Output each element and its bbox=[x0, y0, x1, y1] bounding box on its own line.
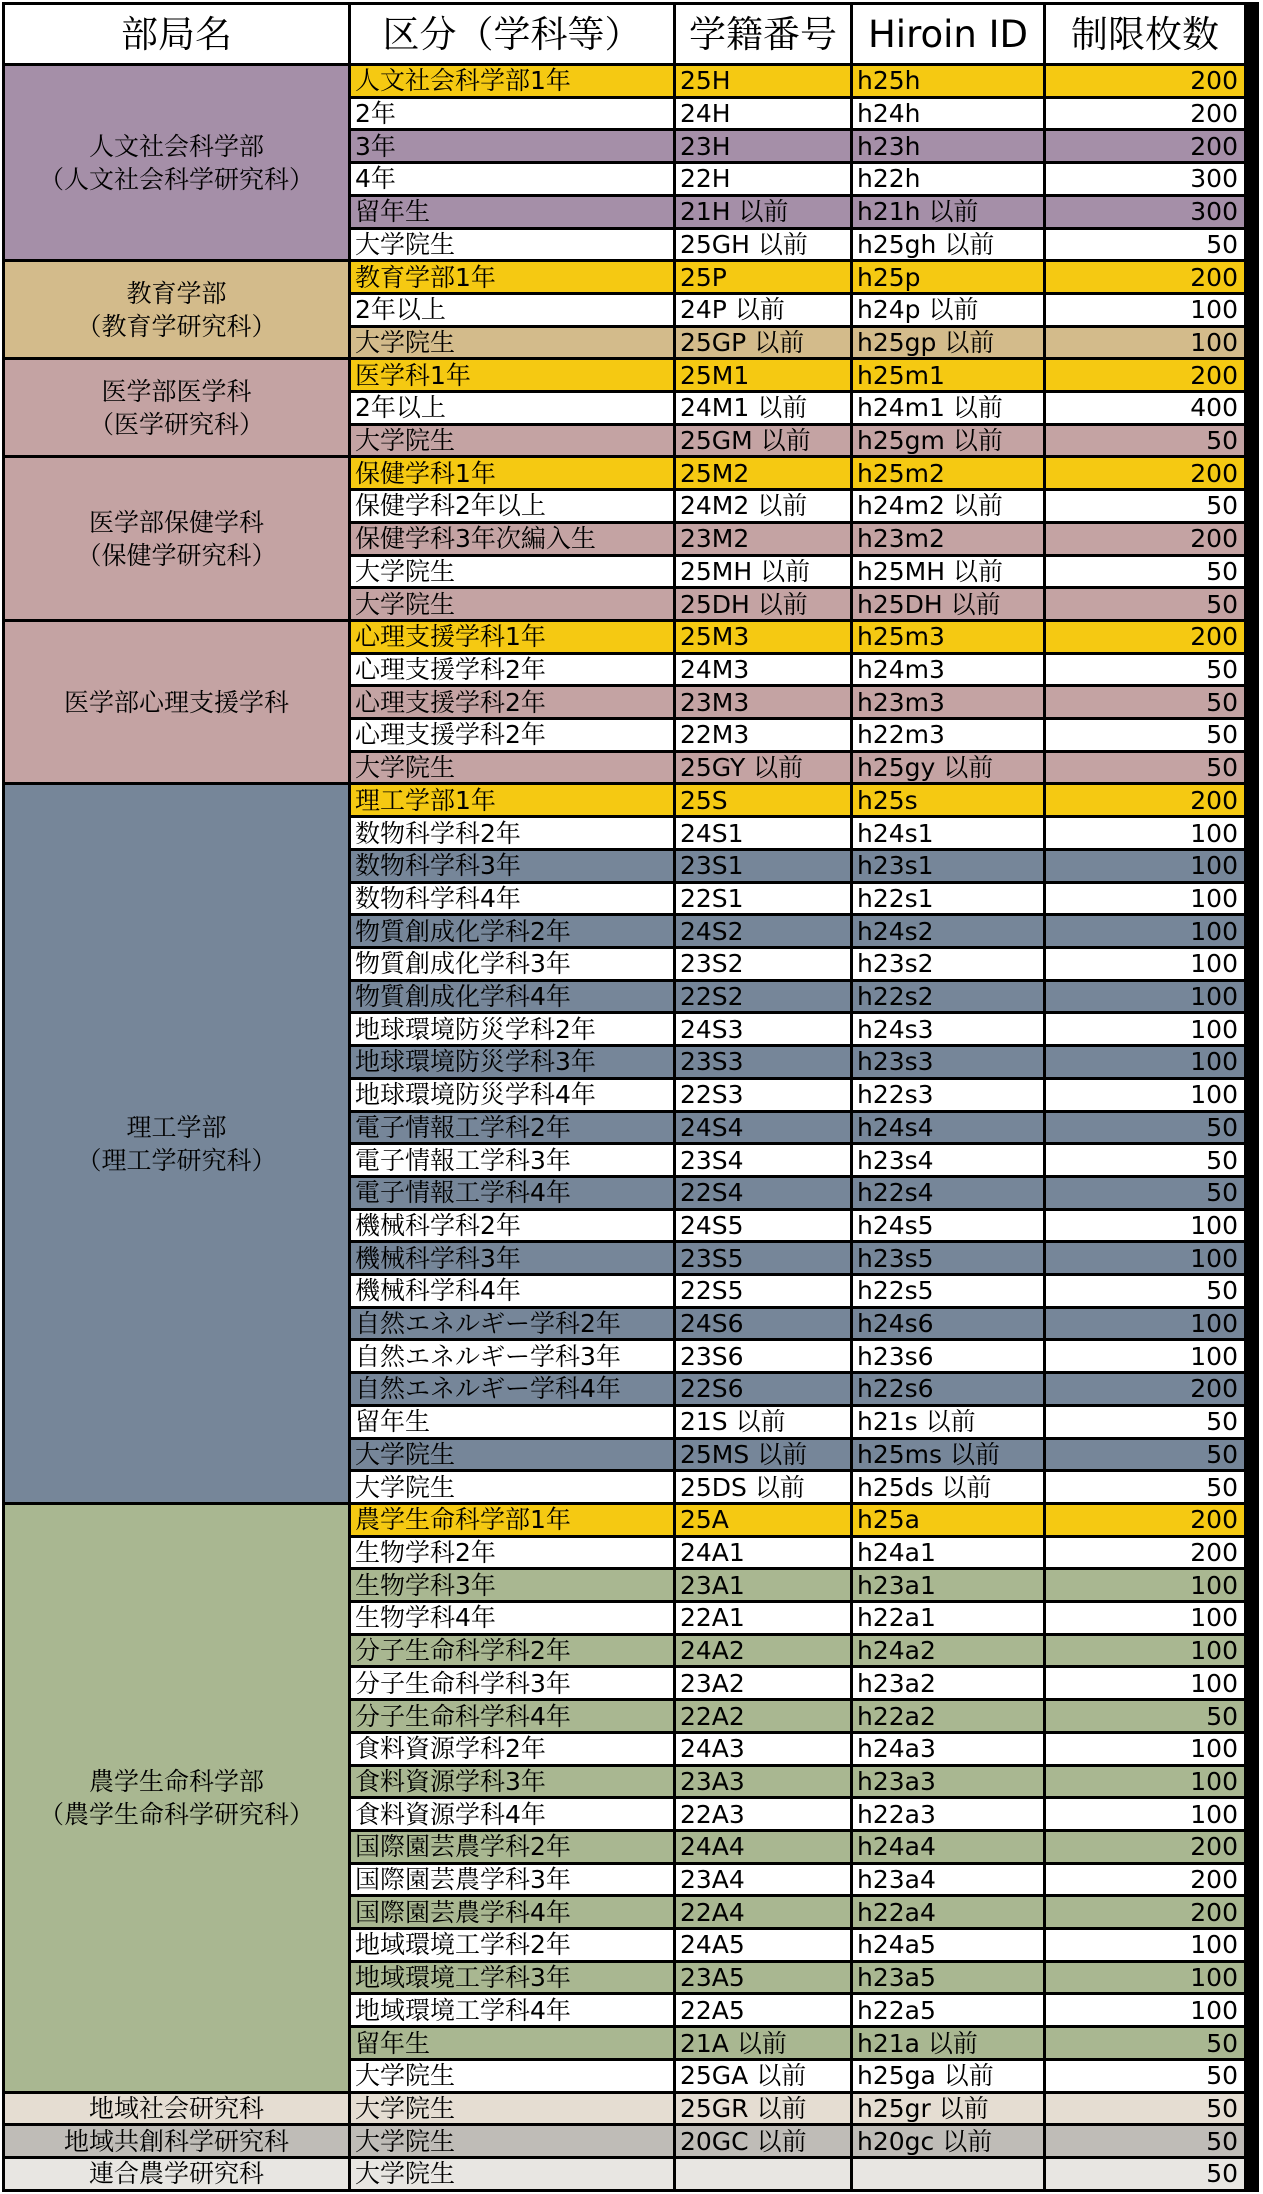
limit-cell: 200 bbox=[1046, 1374, 1244, 1404]
student-id-cell: 24P 以前 bbox=[676, 295, 850, 325]
limit-cell: 50 bbox=[1046, 753, 1244, 783]
category-cell: 大学院生 bbox=[351, 2126, 673, 2156]
hiroin-id-cell: h24s6 bbox=[853, 1309, 1043, 1339]
student-id-cell: 24S1 bbox=[676, 818, 850, 848]
hiroin-id-cell: h22s4 bbox=[853, 1178, 1043, 1208]
hiroin-id-cell: h24a3 bbox=[853, 1734, 1043, 1764]
student-id-cell: 23S1 bbox=[676, 851, 850, 881]
student-id-cell: 24M3 bbox=[676, 655, 850, 685]
student-id-cell: 25GM 以前 bbox=[676, 426, 850, 456]
category-cell: 保健学科2年以上 bbox=[351, 491, 673, 521]
student-id-cell: 20GC 以前 bbox=[676, 2126, 850, 2156]
student-id-cell: 21H 以前 bbox=[676, 197, 850, 227]
limit-cell: 50 bbox=[1046, 1701, 1244, 1731]
hiroin-id-cell: h23a5 bbox=[853, 1963, 1043, 1993]
student-id-cell: 22S6 bbox=[676, 1374, 850, 1404]
student-id-cell: 25GA 以前 bbox=[676, 2061, 850, 2091]
hiroin-id-cell: h25m2 bbox=[853, 458, 1043, 488]
hiroin-id-cell: h25gm 以前 bbox=[853, 426, 1043, 456]
quota-table bbox=[2, 2, 1259, 2192]
hiroin-id-cell: h23m3 bbox=[853, 687, 1043, 717]
category-cell: 心理支援学科2年 bbox=[351, 720, 673, 750]
category-cell: 大学院生 bbox=[351, 1472, 673, 1502]
student-id-cell: 24A2 bbox=[676, 1636, 850, 1666]
limit-cell: 100 bbox=[1046, 1636, 1244, 1666]
hiroin-id-cell: h24a5 bbox=[853, 1930, 1043, 1960]
hiroin-id-cell: h23a1 bbox=[853, 1570, 1043, 1600]
limit-cell: 200 bbox=[1046, 131, 1244, 161]
limit-cell: 50 bbox=[1046, 2028, 1244, 2058]
student-id-cell: 23A5 bbox=[676, 1963, 850, 1993]
category-cell: 留年生 bbox=[351, 2028, 673, 2058]
hiroin-id-cell: h22s6 bbox=[853, 1374, 1043, 1404]
category-cell: 大学院生 bbox=[351, 2159, 673, 2189]
limit-cell: 100 bbox=[1046, 1734, 1244, 1764]
student-id-cell: 22A1 bbox=[676, 1603, 850, 1633]
limit-cell: 50 bbox=[1046, 1440, 1244, 1470]
category-cell: 大学院生 bbox=[351, 557, 673, 587]
header-student-id: 学籍番号 bbox=[676, 5, 850, 63]
category-cell: 国際園芸農学科2年 bbox=[351, 1832, 673, 1862]
student-id-cell: 22S2 bbox=[676, 982, 850, 1012]
hiroin-id-cell: h20gc 以前 bbox=[853, 2126, 1043, 2156]
limit-cell: 200 bbox=[1046, 458, 1244, 488]
limit-cell: 300 bbox=[1046, 197, 1244, 227]
student-id-cell: 25GP 以前 bbox=[676, 328, 850, 358]
student-id-cell: 25GR 以前 bbox=[676, 2094, 850, 2124]
hiroin-id-cell: h21s 以前 bbox=[853, 1407, 1043, 1437]
hiroin-id-cell: h23s5 bbox=[853, 1243, 1043, 1273]
student-id-cell: 25MH 以前 bbox=[676, 557, 850, 587]
limit-cell: 100 bbox=[1046, 1080, 1244, 1110]
dept-name: 教育学部 （教育学研究科） bbox=[5, 262, 348, 357]
student-id-cell: 25MS 以前 bbox=[676, 1440, 850, 1470]
limit-cell: 100 bbox=[1046, 1211, 1244, 1241]
limit-cell: 50 bbox=[1046, 1178, 1244, 1208]
student-id-cell: 24M1 以前 bbox=[676, 393, 850, 423]
category-cell: 自然エネルギー学科2年 bbox=[351, 1309, 673, 1339]
hiroin-id-cell: h24s2 bbox=[853, 916, 1043, 946]
hiroin-id-cell: h25ga 以前 bbox=[853, 2061, 1043, 2091]
student-id-cell: 24S3 bbox=[676, 1014, 850, 1044]
category-cell: 理工学部1年 bbox=[351, 785, 673, 815]
hiroin-id-cell: h23m2 bbox=[853, 524, 1043, 554]
limit-cell: 100 bbox=[1046, 818, 1244, 848]
student-id-cell: 24A5 bbox=[676, 1930, 850, 1960]
category-cell: 大学院生 bbox=[351, 589, 673, 619]
hiroin-id-cell: h23a2 bbox=[853, 1668, 1043, 1698]
student-id-cell: 23S6 bbox=[676, 1341, 850, 1371]
hiroin-id-cell: h25p bbox=[853, 262, 1043, 292]
header-category: 区分（学科等） bbox=[351, 5, 673, 63]
limit-cell: 200 bbox=[1046, 66, 1244, 96]
category-cell: 心理支援学科1年 bbox=[351, 622, 673, 652]
category-cell: 自然エネルギー学科4年 bbox=[351, 1374, 673, 1404]
student-id-cell: 25GY 以前 bbox=[676, 753, 850, 783]
limit-cell: 100 bbox=[1046, 1341, 1244, 1371]
dept-name: 人文社会科学部 （人文社会科学研究科） bbox=[5, 66, 348, 259]
student-id-cell bbox=[676, 2159, 850, 2189]
student-id-cell: 23A3 bbox=[676, 1767, 850, 1797]
student-id-cell: 25DH 以前 bbox=[676, 589, 850, 619]
category-cell: 農学生命科学部1年 bbox=[351, 1505, 673, 1535]
category-cell: 教育学部1年 bbox=[351, 262, 673, 292]
limit-cell: 100 bbox=[1046, 1995, 1244, 2025]
limit-cell: 100 bbox=[1046, 1603, 1244, 1633]
limit-cell: 200 bbox=[1046, 622, 1244, 652]
student-id-cell: 25M1 bbox=[676, 360, 850, 390]
limit-cell: 50 bbox=[1046, 230, 1244, 260]
dept-name: 医学部心理支援学科 bbox=[5, 622, 348, 783]
hiroin-id-cell: h22s3 bbox=[853, 1080, 1043, 1110]
category-cell: 食料資源学科3年 bbox=[351, 1767, 673, 1797]
limit-cell: 50 bbox=[1046, 2126, 1244, 2156]
limit-cell: 50 bbox=[1046, 1407, 1244, 1437]
hiroin-id-cell: h24a2 bbox=[853, 1636, 1043, 1666]
limit-cell: 100 bbox=[1046, 982, 1244, 1012]
limit-cell: 300 bbox=[1046, 164, 1244, 194]
dept-name: 地域社会研究科 bbox=[5, 2094, 348, 2124]
limit-cell: 50 bbox=[1046, 491, 1244, 521]
category-cell: 大学院生 bbox=[351, 426, 673, 456]
category-cell: 保健学科3年次編入生 bbox=[351, 524, 673, 554]
hiroin-id-cell: h23a4 bbox=[853, 1865, 1043, 1895]
category-cell: 2年以上 bbox=[351, 295, 673, 325]
header-hiroin-id: Hiroin ID bbox=[853, 5, 1043, 63]
hiroin-id-cell: h24p 以前 bbox=[853, 295, 1043, 325]
limit-cell: 100 bbox=[1046, 1047, 1244, 1077]
limit-cell: 200 bbox=[1046, 1832, 1244, 1862]
limit-cell: 200 bbox=[1046, 262, 1244, 292]
category-cell: 4年 bbox=[351, 164, 673, 194]
hiroin-id-cell: h25gr 以前 bbox=[853, 2094, 1043, 2124]
limit-cell: 200 bbox=[1046, 1538, 1244, 1568]
category-cell: 大学院生 bbox=[351, 328, 673, 358]
limit-cell: 100 bbox=[1046, 1767, 1244, 1797]
student-id-cell: 23S4 bbox=[676, 1145, 850, 1175]
limit-cell: 50 bbox=[1046, 2159, 1244, 2189]
limit-cell: 100 bbox=[1046, 851, 1244, 881]
limit-cell: 100 bbox=[1046, 916, 1244, 946]
category-cell: 分子生命科学科4年 bbox=[351, 1701, 673, 1731]
category-cell: 医学科1年 bbox=[351, 360, 673, 390]
category-cell: 電子情報工学科3年 bbox=[351, 1145, 673, 1175]
student-id-cell: 24S5 bbox=[676, 1211, 850, 1241]
student-id-cell: 23A1 bbox=[676, 1570, 850, 1600]
category-cell: 心理支援学科2年 bbox=[351, 687, 673, 717]
category-cell: 分子生命科学科2年 bbox=[351, 1636, 673, 1666]
dept-name: 医学部医学科 （医学研究科） bbox=[5, 360, 348, 455]
category-cell: 物質創成化学科2年 bbox=[351, 916, 673, 946]
hiroin-id-cell: h24s1 bbox=[853, 818, 1043, 848]
student-id-cell: 23S5 bbox=[676, 1243, 850, 1273]
category-cell: 機械科学科4年 bbox=[351, 1276, 673, 1306]
hiroin-id-cell: h24h bbox=[853, 99, 1043, 129]
student-id-cell: 24S2 bbox=[676, 916, 850, 946]
hiroin-id-cell: h21a 以前 bbox=[853, 2028, 1043, 2058]
category-cell: 地球環境防災学科2年 bbox=[351, 1014, 673, 1044]
hiroin-id-cell: h21h 以前 bbox=[853, 197, 1043, 227]
header-limit: 制限枚数 bbox=[1046, 5, 1244, 63]
category-cell: 自然エネルギー学科3年 bbox=[351, 1341, 673, 1371]
limit-cell: 200 bbox=[1046, 99, 1244, 129]
category-cell: 大学院生 bbox=[351, 230, 673, 260]
category-cell: 数物科学科3年 bbox=[351, 851, 673, 881]
hiroin-id-cell: h22s2 bbox=[853, 982, 1043, 1012]
category-cell: 電子情報工学科4年 bbox=[351, 1178, 673, 1208]
category-cell: 留年生 bbox=[351, 197, 673, 227]
limit-cell: 50 bbox=[1046, 1276, 1244, 1306]
student-id-cell: 22A2 bbox=[676, 1701, 850, 1731]
category-cell: 地域環境工学科2年 bbox=[351, 1930, 673, 1960]
hiroin-id-cell: h24s3 bbox=[853, 1014, 1043, 1044]
limit-cell: 100 bbox=[1046, 1014, 1244, 1044]
limit-cell: 50 bbox=[1046, 2094, 1244, 2124]
limit-cell: 100 bbox=[1046, 1930, 1244, 1960]
limit-cell: 100 bbox=[1046, 1799, 1244, 1829]
limit-cell: 100 bbox=[1046, 1963, 1244, 1993]
limit-cell: 50 bbox=[1046, 655, 1244, 685]
hiroin-id-cell: h22s1 bbox=[853, 884, 1043, 914]
hiroin-id-cell: h22h bbox=[853, 164, 1043, 194]
hiroin-id-cell: h22a2 bbox=[853, 1701, 1043, 1731]
category-cell: 2年以上 bbox=[351, 393, 673, 423]
dept-name: 連合農学研究科 bbox=[5, 2159, 348, 2189]
student-id-cell: 22M3 bbox=[676, 720, 850, 750]
hiroin-id-cell: h23s6 bbox=[853, 1341, 1043, 1371]
category-cell: 地球環境防災学科4年 bbox=[351, 1080, 673, 1110]
category-cell: 地域環境工学科4年 bbox=[351, 1995, 673, 2025]
student-id-cell: 22A5 bbox=[676, 1995, 850, 2025]
limit-cell: 100 bbox=[1046, 1309, 1244, 1339]
category-cell: 心理支援学科2年 bbox=[351, 655, 673, 685]
hiroin-id-cell: h22a5 bbox=[853, 1995, 1043, 2025]
hiroin-id-cell: h23a3 bbox=[853, 1767, 1043, 1797]
limit-cell: 50 bbox=[1046, 1113, 1244, 1143]
category-cell: 数物科学科2年 bbox=[351, 818, 673, 848]
hiroin-id-cell: h24a4 bbox=[853, 1832, 1043, 1862]
category-cell: 地球環境防災学科3年 bbox=[351, 1047, 673, 1077]
hiroin-id-cell: h25DH 以前 bbox=[853, 589, 1043, 619]
category-cell: 大学院生 bbox=[351, 2061, 673, 2091]
hiroin-id-cell: h23s2 bbox=[853, 949, 1043, 979]
limit-cell: 50 bbox=[1046, 557, 1244, 587]
student-id-cell: 25S bbox=[676, 785, 850, 815]
category-cell: 物質創成化学科4年 bbox=[351, 982, 673, 1012]
category-cell: 保健学科1年 bbox=[351, 458, 673, 488]
hiroin-id-cell: h25m1 bbox=[853, 360, 1043, 390]
category-cell: 機械科学科3年 bbox=[351, 1243, 673, 1273]
limit-cell: 50 bbox=[1046, 1145, 1244, 1175]
student-id-cell: 24A1 bbox=[676, 1538, 850, 1568]
category-cell: 数物科学科4年 bbox=[351, 884, 673, 914]
limit-cell: 200 bbox=[1046, 1865, 1244, 1895]
limit-cell: 50 bbox=[1046, 720, 1244, 750]
category-cell: 生物学科3年 bbox=[351, 1570, 673, 1600]
hiroin-id-cell: h23h bbox=[853, 131, 1043, 161]
student-id-cell: 23A2 bbox=[676, 1668, 850, 1698]
student-id-cell: 23S2 bbox=[676, 949, 850, 979]
student-id-cell: 22S5 bbox=[676, 1276, 850, 1306]
category-cell: 食料資源学科2年 bbox=[351, 1734, 673, 1764]
dept-name: 地域共創科学研究科 bbox=[5, 2126, 348, 2156]
category-cell: 電子情報工学科2年 bbox=[351, 1113, 673, 1143]
limit-cell: 100 bbox=[1046, 1243, 1244, 1273]
category-cell: 機械科学科2年 bbox=[351, 1211, 673, 1241]
hiroin-id-cell: h23s4 bbox=[853, 1145, 1043, 1175]
header-dept: 部局名 bbox=[5, 5, 348, 63]
hiroin-id-cell: h25a bbox=[853, 1505, 1043, 1535]
category-cell: 人文社会科学部1年 bbox=[351, 66, 673, 96]
dept-name: 理工学部 （理工学研究科） bbox=[5, 785, 348, 1501]
hiroin-id-cell: h24s5 bbox=[853, 1211, 1043, 1241]
limit-cell: 100 bbox=[1046, 1668, 1244, 1698]
limit-cell: 200 bbox=[1046, 1897, 1244, 1927]
student-id-cell: 24M2 以前 bbox=[676, 491, 850, 521]
limit-cell: 100 bbox=[1046, 1570, 1244, 1600]
limit-cell: 100 bbox=[1046, 328, 1244, 358]
category-cell: 2年 bbox=[351, 99, 673, 129]
student-id-cell: 22A3 bbox=[676, 1799, 850, 1829]
student-id-cell: 25P bbox=[676, 262, 850, 292]
hiroin-id-cell: h25m3 bbox=[853, 622, 1043, 652]
student-id-cell: 24A4 bbox=[676, 1832, 850, 1862]
student-id-cell: 24S4 bbox=[676, 1113, 850, 1143]
category-cell: 国際園芸農学科3年 bbox=[351, 1865, 673, 1895]
student-id-cell: 22S4 bbox=[676, 1178, 850, 1208]
category-cell: 食料資源学科4年 bbox=[351, 1799, 673, 1829]
hiroin-id-cell: h25ms 以前 bbox=[853, 1440, 1043, 1470]
hiroin-id-cell: h25ds 以前 bbox=[853, 1472, 1043, 1502]
limit-cell: 50 bbox=[1046, 589, 1244, 619]
hiroin-id-cell bbox=[853, 2159, 1043, 2189]
hiroin-id-cell: h22a4 bbox=[853, 1897, 1043, 1927]
hiroin-id-cell: h24m3 bbox=[853, 655, 1043, 685]
student-id-cell: 21S 以前 bbox=[676, 1407, 850, 1437]
student-id-cell: 24A3 bbox=[676, 1734, 850, 1764]
hiroin-id-cell: h25h bbox=[853, 66, 1043, 96]
hiroin-id-cell: h22a1 bbox=[853, 1603, 1043, 1633]
student-id-cell: 22S3 bbox=[676, 1080, 850, 1110]
category-cell: 3年 bbox=[351, 131, 673, 161]
limit-cell: 100 bbox=[1046, 884, 1244, 914]
limit-cell: 50 bbox=[1046, 2061, 1244, 2091]
student-id-cell: 25H bbox=[676, 66, 850, 96]
hiroin-id-cell: h24m1 以前 bbox=[853, 393, 1043, 423]
student-id-cell: 23H bbox=[676, 131, 850, 161]
limit-cell: 200 bbox=[1046, 360, 1244, 390]
category-cell: 大学院生 bbox=[351, 753, 673, 783]
student-id-cell: 25GH 以前 bbox=[676, 230, 850, 260]
hiroin-id-cell: h23s1 bbox=[853, 851, 1043, 881]
category-cell: 地域環境工学科3年 bbox=[351, 1963, 673, 1993]
student-id-cell: 25M2 bbox=[676, 458, 850, 488]
category-cell: 分子生命科学科3年 bbox=[351, 1668, 673, 1698]
limit-cell: 50 bbox=[1046, 426, 1244, 456]
category-cell: 物質創成化学科3年 bbox=[351, 949, 673, 979]
student-id-cell: 23A4 bbox=[676, 1865, 850, 1895]
student-id-cell: 25A bbox=[676, 1505, 850, 1535]
limit-cell: 50 bbox=[1046, 687, 1244, 717]
limit-cell: 100 bbox=[1046, 949, 1244, 979]
category-cell: 生物学科4年 bbox=[351, 1603, 673, 1633]
category-cell: 留年生 bbox=[351, 1407, 673, 1437]
hiroin-id-cell: h25gh 以前 bbox=[853, 230, 1043, 260]
hiroin-id-cell: h24a1 bbox=[853, 1538, 1043, 1568]
dept-name: 農学生命科学部 （農学生命科学研究科） bbox=[5, 1505, 348, 2091]
hiroin-id-cell: h22m3 bbox=[853, 720, 1043, 750]
category-cell: 国際園芸農学科4年 bbox=[351, 1897, 673, 1927]
hiroin-id-cell: h22s5 bbox=[853, 1276, 1043, 1306]
limit-cell: 400 bbox=[1046, 393, 1244, 423]
student-id-cell: 23M2 bbox=[676, 524, 850, 554]
dept-name: 医学部保健学科 （保健学研究科） bbox=[5, 458, 348, 619]
limit-cell: 200 bbox=[1046, 1505, 1244, 1535]
hiroin-id-cell: h24m2 以前 bbox=[853, 491, 1043, 521]
student-id-cell: 25DS 以前 bbox=[676, 1472, 850, 1502]
limit-cell: 200 bbox=[1046, 785, 1244, 815]
student-id-cell: 24S6 bbox=[676, 1309, 850, 1339]
hiroin-id-cell: h25gp 以前 bbox=[853, 328, 1043, 358]
category-cell: 大学院生 bbox=[351, 1440, 673, 1470]
student-id-cell: 24H bbox=[676, 99, 850, 129]
hiroin-id-cell: h25s bbox=[853, 785, 1043, 815]
hiroin-id-cell: h25gy 以前 bbox=[853, 753, 1043, 783]
student-id-cell: 23M3 bbox=[676, 687, 850, 717]
student-id-cell: 22A4 bbox=[676, 1897, 850, 1927]
student-id-cell: 25M3 bbox=[676, 622, 850, 652]
student-id-cell: 22S1 bbox=[676, 884, 850, 914]
hiroin-id-cell: h23s3 bbox=[853, 1047, 1043, 1077]
hiroin-id-cell: h22a3 bbox=[853, 1799, 1043, 1829]
limit-cell: 50 bbox=[1046, 1472, 1244, 1502]
student-id-cell: 23S3 bbox=[676, 1047, 850, 1077]
student-id-cell: 21A 以前 bbox=[676, 2028, 850, 2058]
student-id-cell: 22H bbox=[676, 164, 850, 194]
category-cell: 生物学科2年 bbox=[351, 1538, 673, 1568]
limit-cell: 100 bbox=[1046, 295, 1244, 325]
hiroin-id-cell: h25MH 以前 bbox=[853, 557, 1043, 587]
limit-cell: 200 bbox=[1046, 524, 1244, 554]
category-cell: 大学院生 bbox=[351, 2094, 673, 2124]
hiroin-id-cell: h24s4 bbox=[853, 1113, 1043, 1143]
